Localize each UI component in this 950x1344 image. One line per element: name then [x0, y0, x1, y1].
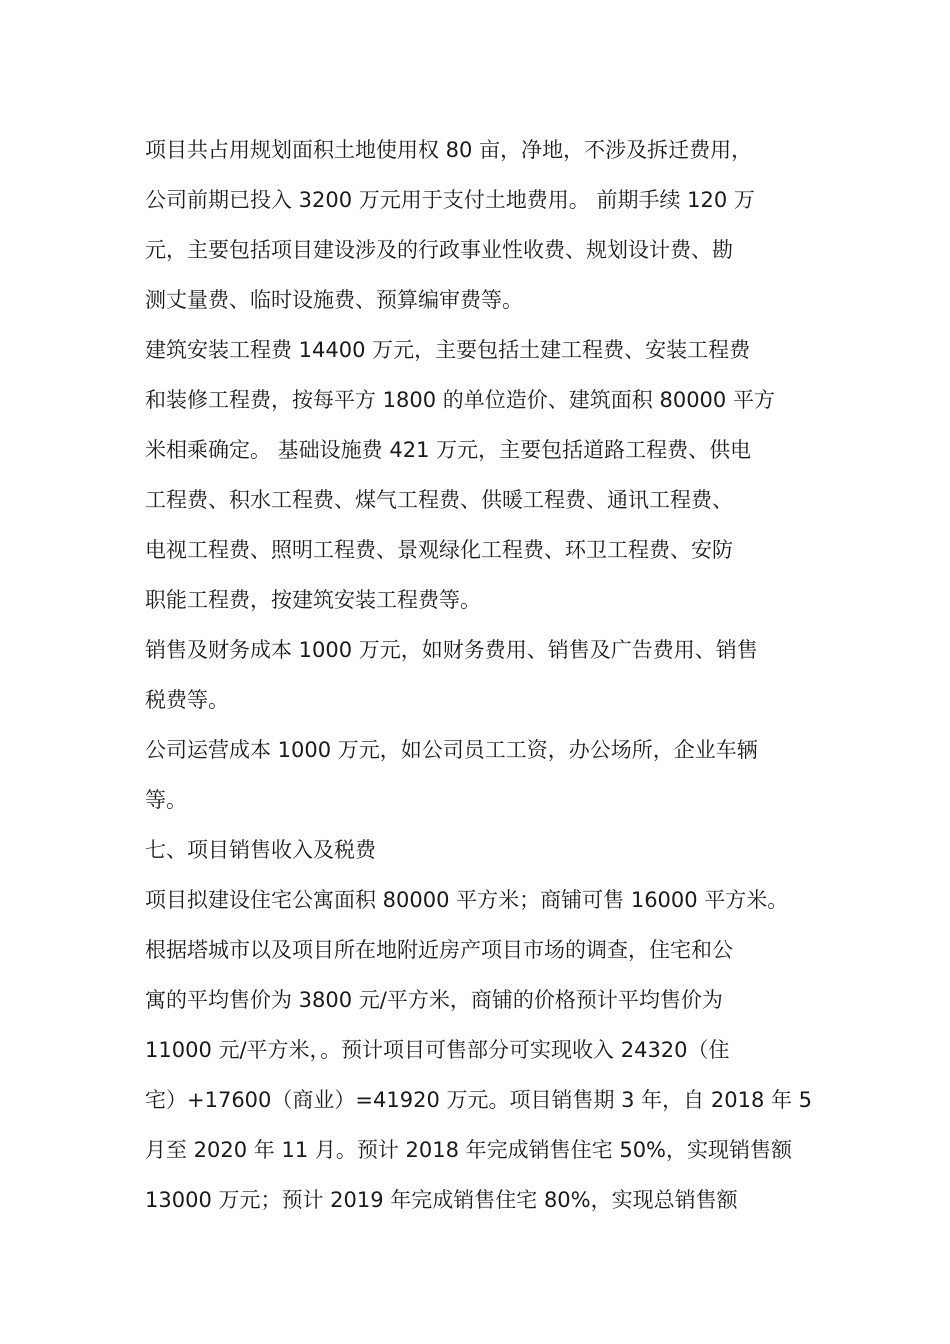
- section-heading: 七、项目销售收入及税费: [145, 838, 376, 862]
- text-line: 米相乘确定。 基础设施费 421 万元，主要包括道路工程费、供电: [145, 438, 752, 462]
- text-line: 职能工程费，按建筑安装工程费等。: [145, 588, 481, 612]
- text-line: 项目共占用规划面积土地使用权 80 亩，净地，不涉及拆迁费用，: [145, 138, 753, 162]
- text-line: 公司运营成本 1000 万元，如公司员工工资，办公场所，企业车辆: [145, 738, 758, 762]
- text-line: 13000 万元；预计 2019 年完成销售住宅 80%，实现总销售额: [145, 1188, 738, 1212]
- text-line: 寓的平均售价为 3800 元/平方米，商铺的价格预计平均售价为: [145, 988, 723, 1012]
- text-line: 宅）+17600（商业）=41920 万元。项目销售期 3 年，自 2018 年 5: [145, 1088, 813, 1112]
- text-line: 项目拟建设住宅公寓面积 80000 平方米；商铺可售 16000 平方米。: [145, 888, 789, 912]
- text-line: 电视工程费、照明工程费、景观绿化工程费、环卫工程费、安防: [145, 538, 733, 562]
- text-line: 元，主要包括项目建设涉及的行政事业性收费、规划设计费、勘: [145, 238, 733, 262]
- text-line: 工程费、积水工程费、煤气工程费、供暖工程费、通讯工程费、: [145, 488, 733, 512]
- text-line: 税费等。: [145, 688, 229, 712]
- text-line: 公司前期已投入 3200 万元用于支付土地费用。 前期手续 120 万: [145, 188, 755, 212]
- text-line: 根据塔城市以及项目所在地附近房产项目市场的调查，住宅和公: [145, 938, 733, 962]
- text-line: 建筑安装工程费 14400 万元，主要包括土建工程费、安装工程费: [145, 338, 751, 362]
- text-line: 月至 2020 年 11 月。预计 2018 年完成销售住宅 50%，实现销售额: [145, 1138, 793, 1162]
- text-line: 销售及财务成本 1000 万元，如财务费用、销售及广告费用、销售: [145, 638, 758, 662]
- text-line: 等。: [145, 788, 187, 812]
- text-line: 测丈量费、临时设施费、预算编审费等。: [145, 288, 523, 312]
- text-line: 和装修工程费，按每平方 1800 的单位造价、建筑面积 80000 平方: [145, 388, 775, 412]
- text-line: 11000 元/平方米，。预计项目可售部分可实现收入 24320（住: [145, 1038, 730, 1062]
